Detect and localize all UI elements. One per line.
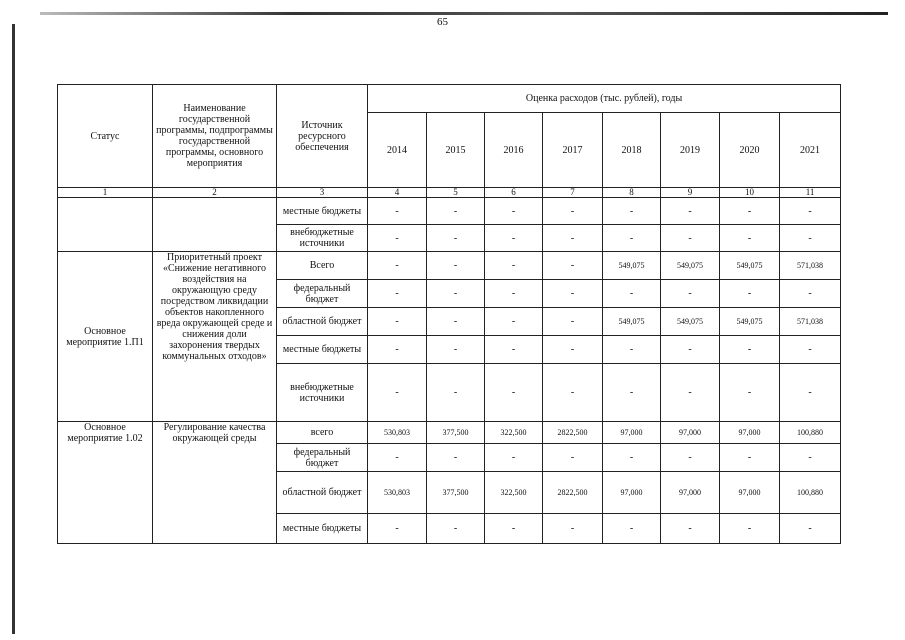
value-cell: - [603, 364, 661, 422]
value-cell: - [543, 280, 603, 308]
value-cell: - [661, 514, 720, 544]
header-status: Статус [58, 85, 153, 188]
value-cell: - [427, 336, 485, 364]
value-cell: - [720, 336, 780, 364]
value-cell: - [543, 225, 603, 252]
value-cell: - [780, 514, 841, 544]
source-cell: областной бюджет [277, 308, 368, 336]
value-cell: - [780, 225, 841, 252]
header-estimate: Оценка расходов (тыс. рублей), годы [368, 85, 841, 113]
value-cell: - [780, 198, 841, 225]
status-cell-empty [58, 198, 153, 252]
column-number: 7 [543, 188, 603, 198]
value-cell: - [661, 280, 720, 308]
value-cell: 530,803 [368, 472, 427, 514]
value-cell: - [720, 198, 780, 225]
value-cell: 100,880 [780, 472, 841, 514]
value-cell: - [661, 225, 720, 252]
value-cell: 322,500 [485, 472, 543, 514]
value-cell: 97,000 [661, 472, 720, 514]
year-cell: 2019 [661, 113, 720, 188]
source-cell: местные бюджеты [277, 336, 368, 364]
table-row [58, 252, 841, 280]
name-cell: Приоритетный проект «Снижение негативного воздействия на окружающую среду посредством ликвидации объектов накопленного вреда окружающей среде и снижения доли захоронения твердых коммунальных отходов» [153, 252, 277, 422]
value-cell: - [661, 336, 720, 364]
value-cell: - [603, 280, 661, 308]
year-cell: 2014 [368, 113, 427, 188]
value-cell: - [427, 364, 485, 422]
value-cell: - [427, 252, 485, 280]
value-cell: - [543, 514, 603, 544]
value-cell: 97,000 [720, 422, 780, 444]
name-cell-empty [153, 198, 277, 252]
value-cell: 549,075 [720, 308, 780, 336]
value-cell: - [720, 225, 780, 252]
header-name: Наименование государственной программы, подпрограммы государственной программы, основного мероприятия [153, 85, 277, 188]
value-cell: - [661, 364, 720, 422]
value-cell: - [485, 364, 543, 422]
source-cell: всего [277, 422, 368, 444]
page-number: 65 [437, 16, 448, 28]
column-number-row [58, 188, 841, 198]
scan-edge-left [12, 24, 15, 634]
value-cell: - [427, 280, 485, 308]
value-cell: 377,500 [427, 472, 485, 514]
value-cell: - [603, 444, 661, 472]
value-cell: - [661, 198, 720, 225]
value-cell: - [720, 514, 780, 544]
value-cell: - [485, 225, 543, 252]
column-number: 10 [720, 188, 780, 198]
value-cell: - [368, 198, 427, 225]
budget-table [57, 84, 841, 544]
value-cell: - [720, 280, 780, 308]
scan-edge-top [40, 12, 888, 15]
value-cell: 549,075 [603, 252, 661, 280]
source-cell: федеральный бюджет [277, 280, 368, 308]
source-cell: внебюджетные источники [277, 364, 368, 422]
value-cell: - [780, 336, 841, 364]
source-cell: областной бюджет [277, 472, 368, 514]
column-number: 1 [58, 188, 153, 198]
value-cell: - [485, 514, 543, 544]
value-cell: - [543, 198, 603, 225]
value-cell: - [427, 308, 485, 336]
value-cell: - [603, 336, 661, 364]
value-cell: - [368, 225, 427, 252]
value-cell: - [485, 444, 543, 472]
column-number: 5 [427, 188, 485, 198]
value-cell: - [368, 444, 427, 472]
value-cell: - [427, 198, 485, 225]
value-cell: - [485, 252, 543, 280]
column-number: 9 [661, 188, 720, 198]
value-cell: 549,075 [720, 252, 780, 280]
value-cell: - [368, 280, 427, 308]
value-cell: 2822,500 [543, 472, 603, 514]
value-cell: 571,038 [780, 252, 841, 280]
value-cell: 322,500 [485, 422, 543, 444]
value-cell: - [543, 252, 603, 280]
column-number: 6 [485, 188, 543, 198]
column-number: 11 [780, 188, 841, 198]
value-cell: - [780, 444, 841, 472]
value-cell: 97,000 [720, 472, 780, 514]
name-cell: Регулирование качества окружающей среды [153, 422, 277, 544]
table-row [58, 422, 841, 444]
value-cell: 549,075 [661, 308, 720, 336]
value-cell: 549,075 [603, 308, 661, 336]
value-cell: - [427, 514, 485, 544]
value-cell: 549,075 [661, 252, 720, 280]
header-source: Источник ресурсного обеспечения [277, 85, 368, 188]
column-number: 2 [153, 188, 277, 198]
value-cell: - [603, 225, 661, 252]
value-cell: - [485, 308, 543, 336]
value-cell: - [543, 308, 603, 336]
value-cell: - [720, 444, 780, 472]
source-cell: местные бюджеты [277, 198, 368, 225]
value-cell: - [427, 225, 485, 252]
value-cell: - [543, 444, 603, 472]
value-cell: - [485, 198, 543, 225]
value-cell: 571,038 [780, 308, 841, 336]
value-cell: - [368, 252, 427, 280]
column-number: 4 [368, 188, 427, 198]
year-cell: 2017 [543, 113, 603, 188]
value-cell: - [485, 336, 543, 364]
column-number: 8 [603, 188, 661, 198]
value-cell: 97,000 [603, 472, 661, 514]
column-number: 3 [277, 188, 368, 198]
value-cell: - [780, 280, 841, 308]
table-row [58, 198, 841, 225]
value-cell: - [368, 308, 427, 336]
year-cell: 2015 [427, 113, 485, 188]
year-cell: 2018 [603, 113, 661, 188]
value-cell: - [368, 364, 427, 422]
value-cell: - [780, 364, 841, 422]
value-cell: - [427, 444, 485, 472]
value-cell: 2822,500 [543, 422, 603, 444]
value-cell: 100,880 [780, 422, 841, 444]
status-cell: Основное мероприятие 1.02 [58, 422, 153, 544]
value-cell: - [543, 336, 603, 364]
value-cell: - [485, 280, 543, 308]
value-cell: 530,803 [368, 422, 427, 444]
source-cell: Всего [277, 252, 368, 280]
source-cell: местные бюджеты [277, 514, 368, 544]
year-cell: 2021 [780, 113, 841, 188]
value-cell: 97,000 [661, 422, 720, 444]
value-cell: - [368, 514, 427, 544]
value-cell: - [603, 198, 661, 225]
value-cell: - [720, 364, 780, 422]
value-cell: 97,000 [603, 422, 661, 444]
value-cell: 377,500 [427, 422, 485, 444]
value-cell: - [368, 336, 427, 364]
value-cell: - [603, 514, 661, 544]
year-cell: 2020 [720, 113, 780, 188]
status-cell: Основное мероприятие 1.П1 [58, 252, 153, 422]
source-cell: федеральный бюджет [277, 444, 368, 472]
source-cell: внебюджетные источники [277, 225, 368, 252]
value-cell: - [543, 364, 603, 422]
value-cell: - [661, 444, 720, 472]
year-cell: 2016 [485, 113, 543, 188]
